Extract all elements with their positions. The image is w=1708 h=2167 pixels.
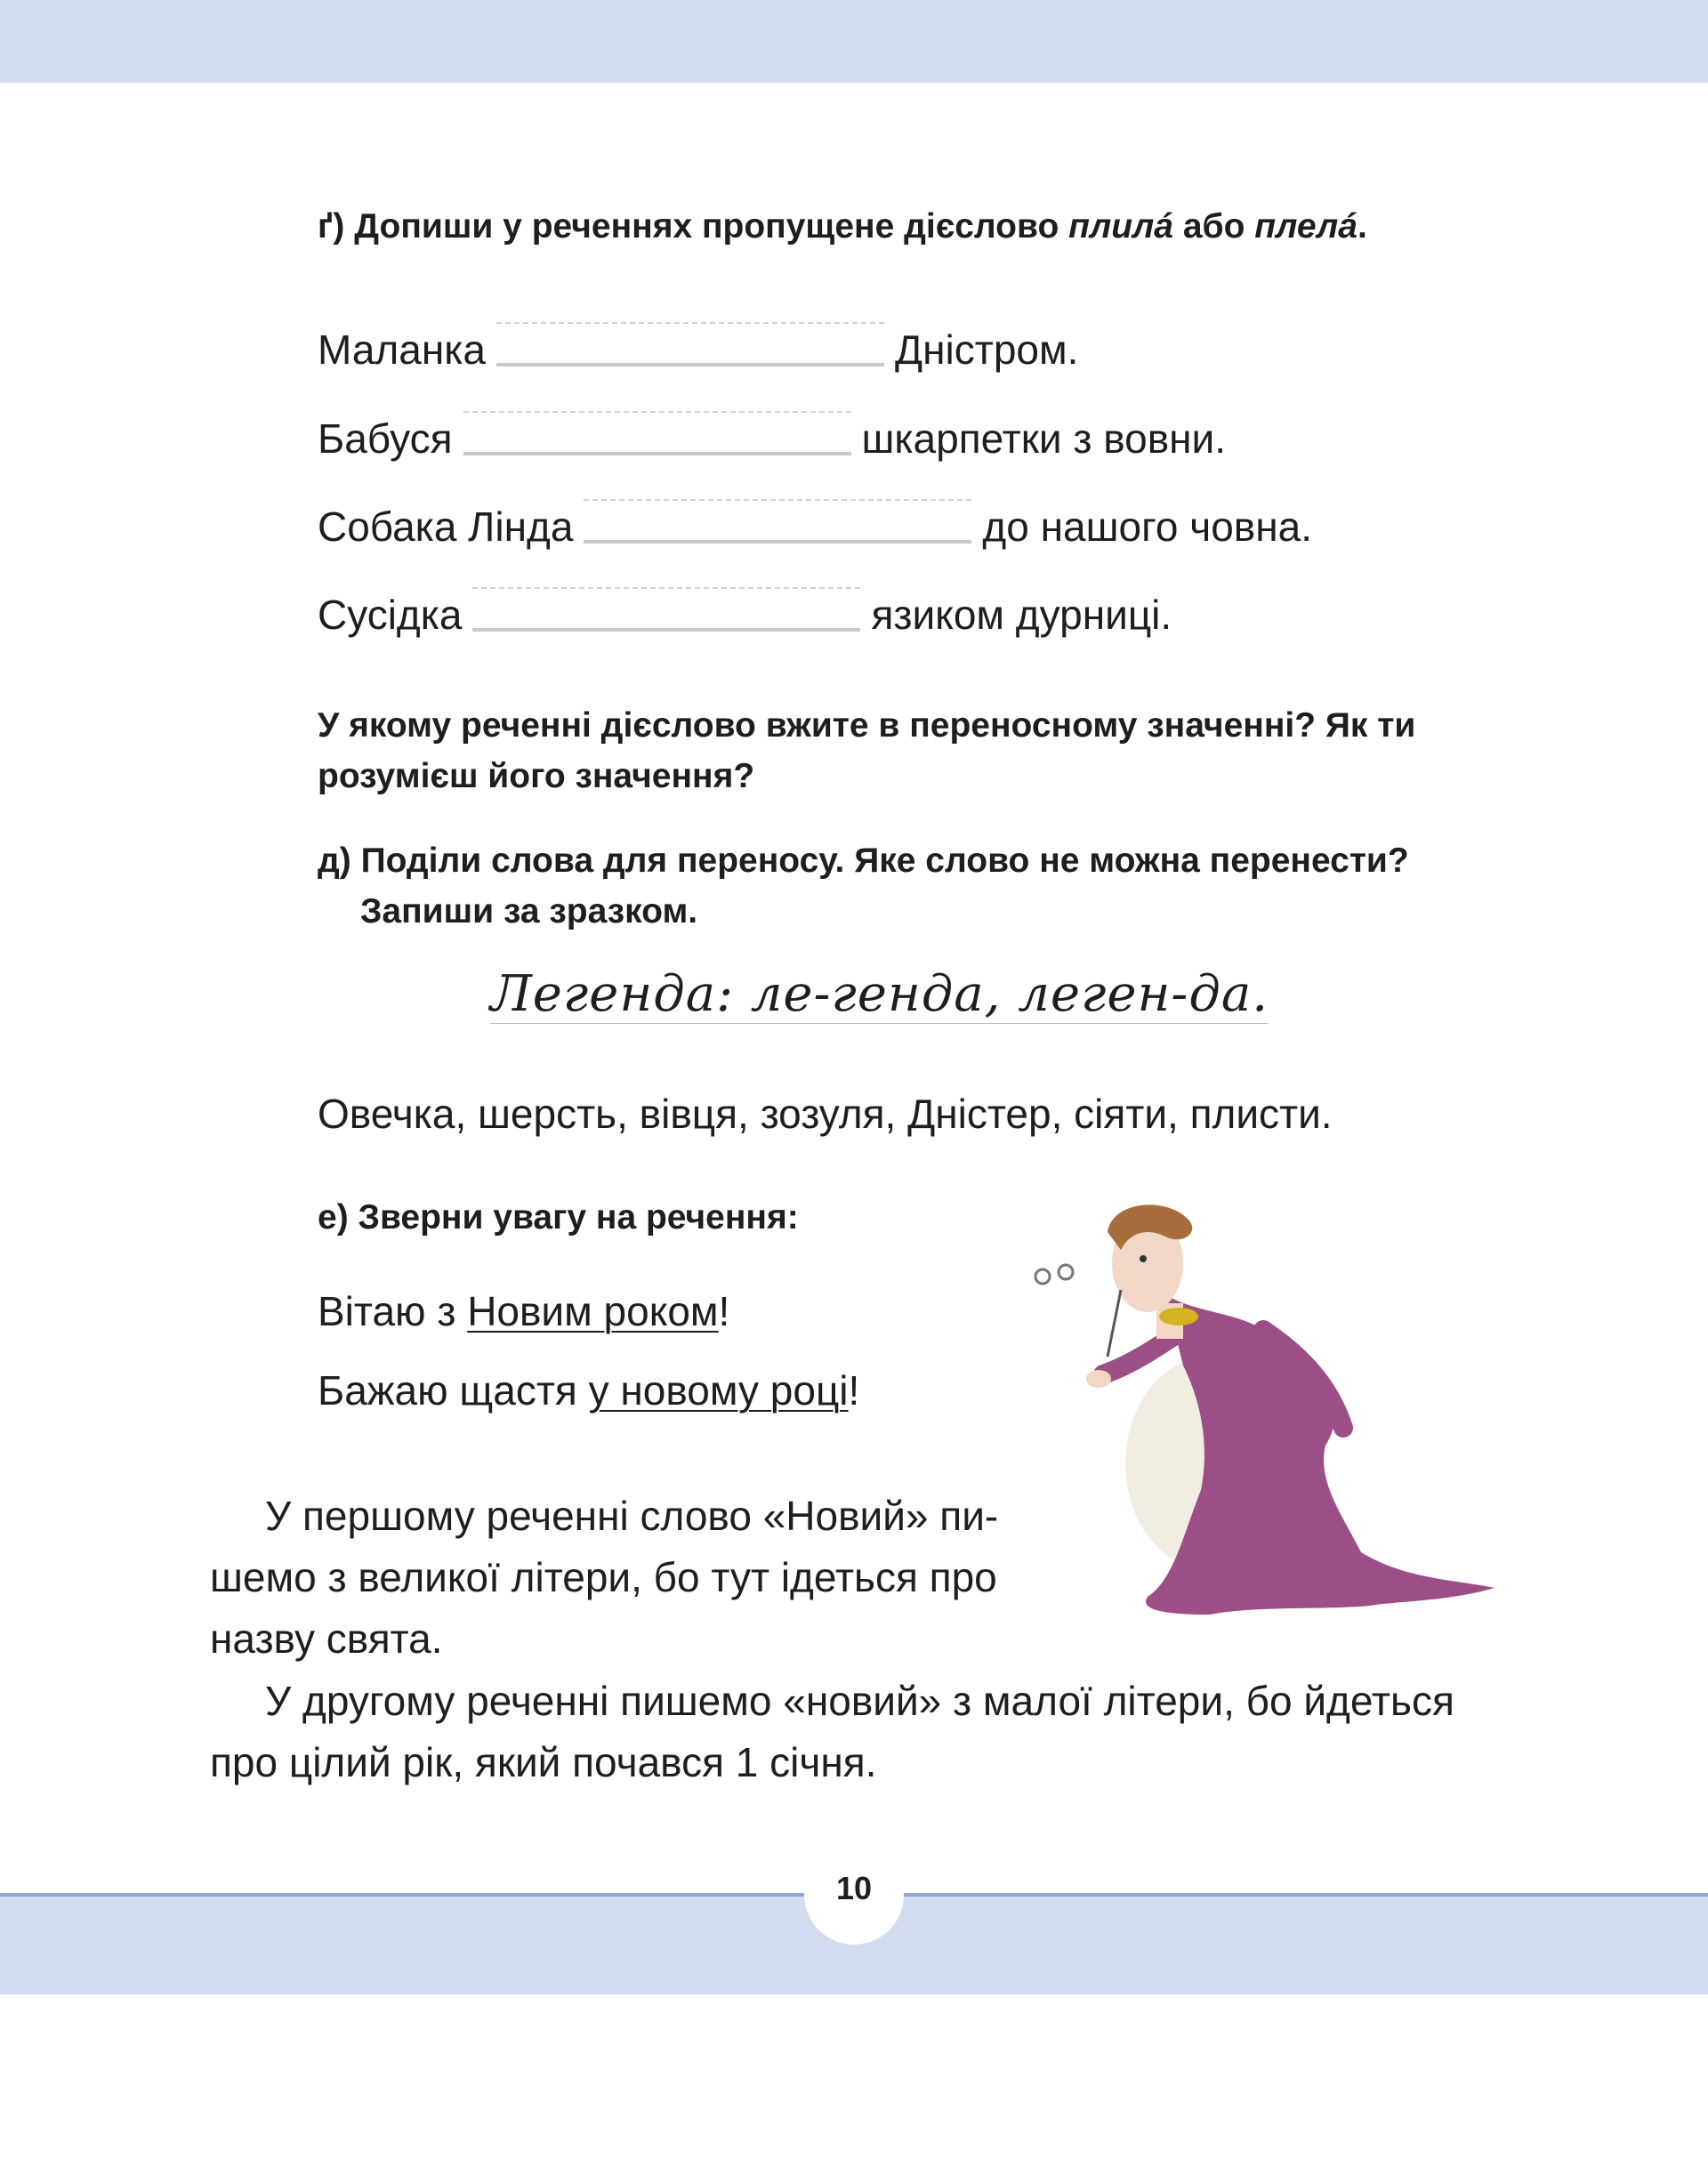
page-number-badge (804, 1845, 904, 1945)
task-d-heading: д) Поділи слова для переносу. Яке слово не можна перенести? Запиши за зразком. (318, 842, 1409, 930)
page-number: 10 (835, 1870, 873, 1906)
answer-blank[interactable] (584, 499, 971, 544)
sentence-text: язиком дурниці. (871, 592, 1172, 638)
answer-blank[interactable] (463, 411, 851, 455)
task-g-heading: ґ) Допиши у реченнях пропущене дієслово плилá або плелá. (318, 207, 1367, 246)
answer-blank[interactable] (472, 587, 860, 632)
sentence-row-4 (318, 585, 1172, 639)
woman-illustration (1032, 1196, 1494, 1615)
explanation-paragraph-2: У другому реченні пишемо «новий» з малої літери, бо йдеться про цілий рік, який почався 1 січня. (210, 1678, 1454, 1785)
explanation-paragraph-1: У першому реченні слово «Новий» пи- шемо з великої літери, бо тут ідеться про назву свята. (210, 1493, 999, 1662)
sentence-text: Сусідка (318, 592, 463, 638)
question: У якому реченні дієслово вжите в переносному значенні? Як ти розумієш його значення? (318, 706, 1416, 795)
example-sentence-1: Вітаю з Новим роком! (318, 1288, 730, 1334)
example-sentence-2: Бажаю щастя у новому році! (318, 1367, 860, 1414)
sentence-text: Маланка (318, 326, 486, 373)
sentence-text: до нашого човна. (982, 503, 1312, 550)
answer-blank[interactable] (496, 322, 884, 367)
top-band (0, 0, 1708, 83)
sentence-text: шкарпетки з вовни. (861, 415, 1227, 462)
sentence-row-3 (318, 497, 1312, 551)
sentence-row-2 (318, 409, 1226, 463)
task-e-heading: е) Зверни увагу на речення: (318, 1198, 799, 1237)
sentence-text: Собака Лінда (318, 503, 574, 550)
sentence-row-1 (318, 320, 1078, 374)
words-list: Овечка, шерсть, вівця, зозуля, Дністер, сіяти, плисти. (318, 1091, 1333, 1137)
handwritten-example: Легенда: ле-генда, леген-да. (490, 965, 1269, 1023)
sentence-text: Бабуся (318, 415, 453, 462)
sentence-text: Дністром. (894, 326, 1079, 373)
